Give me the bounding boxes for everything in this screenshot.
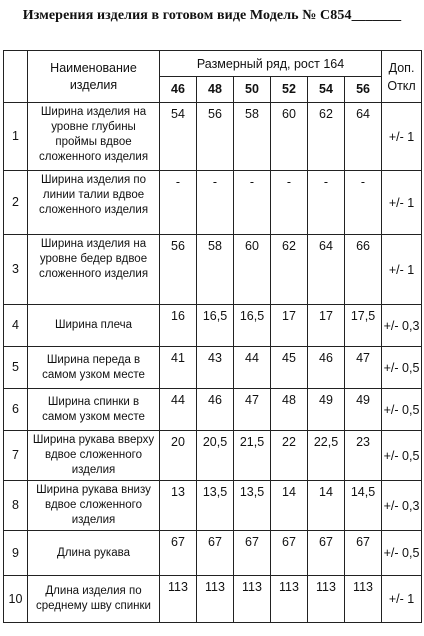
tolerance-cell: +/- 0,3 — [382, 481, 422, 531]
table-row — [4, 389, 422, 431]
row-name: Ширина изделия на уровне бедер вдвое сложенного изделия — [28, 235, 160, 305]
table-row — [4, 103, 422, 171]
size-value-cell: 67 — [345, 531, 382, 576]
size-value-cell: 62 — [308, 103, 345, 171]
size-value-cell: 20 — [160, 431, 197, 481]
size-value-cell: 45 — [271, 347, 308, 389]
row-number: 1 — [4, 103, 28, 171]
size-value-cell: 66 — [345, 235, 382, 305]
measurements-table — [3, 50, 422, 623]
size-header-cell: 50 — [234, 77, 271, 103]
header-row-top — [4, 51, 422, 77]
page-title: Измерения изделия в готовом виде Модель № С854_______ — [22, 8, 402, 23]
row-name: Ширина рукава вверху вдвое сложенного изделия — [28, 431, 160, 481]
size-value-cell: 44 — [160, 389, 197, 431]
row-number: 7 — [4, 431, 28, 481]
size-value-cell: 67 — [271, 531, 308, 576]
tolerance-cell: +/- 0,5 — [382, 431, 422, 481]
row-name: Ширина изделия на уровне глубины проймы вдвое сложенного изделия — [28, 103, 160, 171]
size-value-cell: 47 — [345, 347, 382, 389]
row-number: 10 — [4, 576, 28, 623]
size-value-cell: 113 — [160, 576, 197, 623]
table-row — [4, 347, 422, 389]
size-value-cell: 62 — [271, 235, 308, 305]
size-value-cell: 46 — [308, 347, 345, 389]
size-value-cell: 48 — [271, 389, 308, 431]
row-number: 4 — [4, 305, 28, 347]
size-value-cell: 17 — [271, 305, 308, 347]
size-value-cell: 60 — [234, 235, 271, 305]
row-number: 8 — [4, 481, 28, 531]
size-value-cell: 22 — [271, 431, 308, 481]
tolerance-cell: +/- 0,5 — [382, 389, 422, 431]
tolerance-cell: +/- 1 — [382, 235, 422, 305]
size-value-cell: - — [345, 171, 382, 235]
size-header-cell: 54 — [308, 77, 345, 103]
size-value-cell: 113 — [197, 576, 234, 623]
size-value-cell: 16 — [160, 305, 197, 347]
size-value-cell: 44 — [234, 347, 271, 389]
table-row — [4, 481, 422, 531]
row-number: 6 — [4, 389, 28, 431]
size-value-cell: 113 — [234, 576, 271, 623]
size-header-cell: 52 — [271, 77, 308, 103]
size-value-cell: 14 — [271, 481, 308, 531]
size-value-cell: 17,5 — [345, 305, 382, 347]
size-value-cell: 67 — [197, 531, 234, 576]
row-name: Ширина спинки в самом узком месте — [28, 389, 160, 431]
tolerance-cell: +/- 0,5 — [382, 531, 422, 576]
header-tolerance: Доп. Откл — [382, 51, 422, 103]
row-name: Ширина переда в самом узком месте — [28, 347, 160, 389]
size-value-cell: - — [234, 171, 271, 235]
size-value-cell: 113 — [308, 576, 345, 623]
size-value-cell: 67 — [308, 531, 345, 576]
size-header-cell: 46 — [160, 77, 197, 103]
table-row — [4, 531, 422, 576]
size-value-cell: 14 — [308, 481, 345, 531]
size-value-cell: 113 — [271, 576, 308, 623]
size-value-cell: 54 — [160, 103, 197, 171]
size-value-cell: 56 — [160, 235, 197, 305]
size-value-cell: 20,5 — [197, 431, 234, 481]
size-value-cell: 43 — [197, 347, 234, 389]
size-value-cell: 13,5 — [234, 481, 271, 531]
size-header-cell: 48 — [197, 77, 234, 103]
table-row — [4, 305, 422, 347]
tolerance-cell: +/- 0,3 — [382, 305, 422, 347]
size-value-cell: 17 — [308, 305, 345, 347]
size-value-cell: 46 — [197, 389, 234, 431]
size-value-cell: - — [160, 171, 197, 235]
tolerance-cell: +/- 1 — [382, 103, 422, 171]
tolerance-cell: +/- 0,5 — [382, 347, 422, 389]
table-body — [4, 51, 422, 623]
size-value-cell: 49 — [308, 389, 345, 431]
size-value-cell: 58 — [234, 103, 271, 171]
row-name: Ширина изделия по линии талии вдвое сложенного изделия — [28, 171, 160, 235]
size-value-cell: 64 — [308, 235, 345, 305]
size-header-cell: 56 — [345, 77, 382, 103]
size-value-cell: 58 — [197, 235, 234, 305]
tolerance-cell: +/- 1 — [382, 576, 422, 623]
row-name: Длина изделия по среднему шву спинки — [28, 576, 160, 623]
size-value-cell: 67 — [160, 531, 197, 576]
size-value-cell: 14,5 — [345, 481, 382, 531]
table-row — [4, 431, 422, 481]
size-value-cell: - — [197, 171, 234, 235]
table-row — [4, 576, 422, 623]
row-name: Ширина рукава внизу вдвое сложенного изделия — [28, 481, 160, 531]
size-value-cell: 16,5 — [234, 305, 271, 347]
size-value-cell: 56 — [197, 103, 234, 171]
size-value-cell: 41 — [160, 347, 197, 389]
size-value-cell: 113 — [345, 576, 382, 623]
size-value-cell: 47 — [234, 389, 271, 431]
size-value-cell: - — [308, 171, 345, 235]
size-value-cell: 21,5 — [234, 431, 271, 481]
row-number: 9 — [4, 531, 28, 576]
size-value-cell: 13,5 — [197, 481, 234, 531]
size-value-cell: 13 — [160, 481, 197, 531]
size-value-cell: 23 — [345, 431, 382, 481]
row-number: 3 — [4, 235, 28, 305]
row-number: 2 — [4, 171, 28, 235]
header-name-cell: Наименование изделия — [28, 51, 160, 103]
size-value-cell: 64 — [345, 103, 382, 171]
header-number-cell — [4, 51, 28, 103]
size-value-cell: 22,5 — [308, 431, 345, 481]
row-name: Длина рукава — [28, 531, 160, 576]
table-row — [4, 171, 422, 235]
size-value-cell: 67 — [234, 531, 271, 576]
size-value-cell: - — [271, 171, 308, 235]
size-value-cell: 16,5 — [197, 305, 234, 347]
size-value-cell: 49 — [345, 389, 382, 431]
table-row — [4, 235, 422, 305]
row-number: 5 — [4, 347, 28, 389]
size-value-cell: 60 — [271, 103, 308, 171]
tolerance-cell: +/- 1 — [382, 171, 422, 235]
row-name: Ширина плеча — [28, 305, 160, 347]
header-size-range: Размерный ряд, рост 164 — [160, 51, 382, 77]
